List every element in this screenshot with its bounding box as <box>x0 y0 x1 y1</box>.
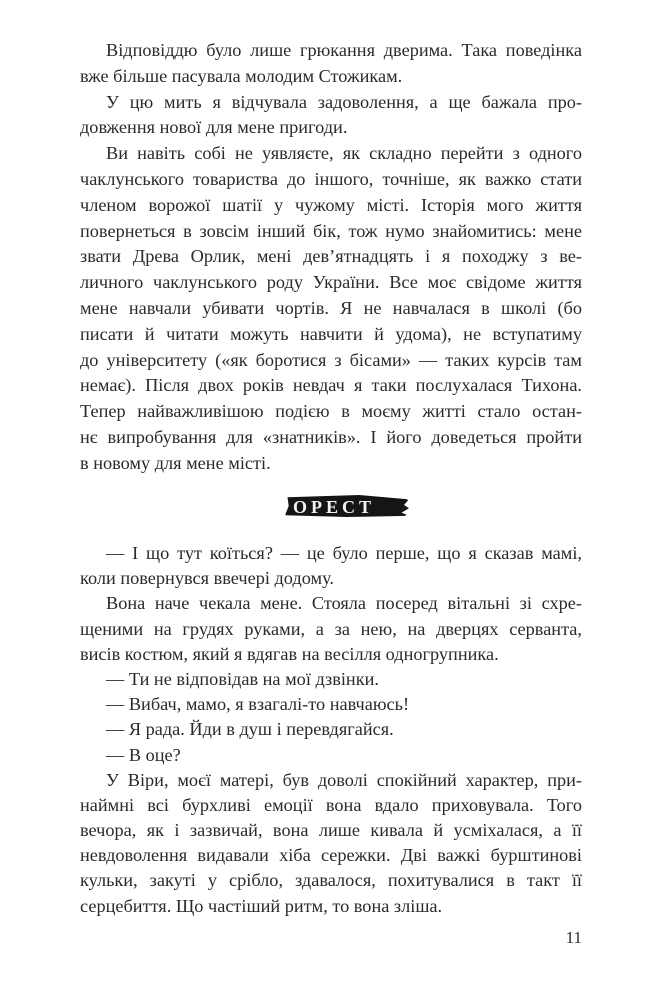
text-line: писати й читати можуть навчити й удома), не вступатиму <box>80 323 582 344</box>
text-line: членом ворожої шатії у чужому місті. Історія мого життя <box>80 194 582 215</box>
text-line: серцебиття. Що частіший ритм, то вона зліша. <box>80 895 443 916</box>
text-line: У Віри, моєї матері, був доволі спокійний характер, при- <box>106 769 582 790</box>
chapter-heading-title: ОРЕСТ <box>293 497 376 517</box>
text-line: — В оце? <box>106 744 181 765</box>
text-line: повернеться в зовсім інший бік, тож нумо знайомитись: мене <box>80 220 582 241</box>
text-line: У цю мить я відчувала задоволення, а ще бажала про- <box>106 91 582 112</box>
text-line: — Вибач, мамо, я взагалі-то навчаюсь! <box>106 694 410 715</box>
text-line: щеними на грудях руками, а за нею, на дверцях серванта, <box>80 618 582 639</box>
text-line: довження нової для мене пригоди. <box>80 117 348 138</box>
text-section-orest <box>80 541 582 919</box>
text-line: немає). Після двох років невдач я таки послухалася Тихона. <box>80 375 582 396</box>
text-line: невдоволення видавали хіба сережки. Дві важкі бурштинові <box>80 845 582 866</box>
text-line: Відповіддю було лише грюкання дверима. Така поведінка <box>106 40 582 60</box>
text-line: — Ти не відповідав на мої дзвінки. <box>106 668 379 689</box>
text-line: Тепер найважливішою подією в моєму житті стало остан- <box>80 401 582 422</box>
page-number: 11 <box>565 928 582 947</box>
text-line: коли повернувся ввечері додому. <box>80 568 334 589</box>
text-line: — І що тут коїться? — це було перше, що я сказав мамі, <box>106 543 582 563</box>
text-line: — Я рада. Йди в душ і перевдягайся. <box>106 719 394 740</box>
text-line: мене навчали убивати чортів. Я не навчалася в школі (бо <box>80 297 582 318</box>
text-line: Ви навіть собі не уявляєте, як складно перейти з одного <box>106 143 582 164</box>
text-line: Вона наче чекала мене. Стояла посеред вітальні зі схре- <box>106 593 582 614</box>
text-line: наймні всі бурхливі емоції вона вдало приховувала. Того <box>80 794 582 815</box>
text-line: вечора, як і зазвичай, вона лише кивала й усміхалася, а її <box>80 820 582 841</box>
chapter-heading <box>285 493 415 519</box>
text-line: в новому для мене місті. <box>80 452 271 473</box>
text-line: кульки, закуті у срібло, здавалося, похитувалися в такт її <box>80 870 582 891</box>
text-line: личного чаклунського роду України. Все моє свідоме життя <box>80 272 582 293</box>
text-line: звати Древа Орлик, мені дев’ятнадцять і я походжу з ве- <box>80 246 582 267</box>
text-line: вже більше пасувала молодим Стожикам. <box>80 65 403 86</box>
text-line: до університету («як боротися з бісами» — таких курсів там <box>80 349 582 370</box>
text-line: чаклунського товариства до іншого, точніше, як важко стати <box>80 168 582 189</box>
text-section-dreva <box>80 38 582 477</box>
text-line: висів костюм, який я вдягав на весілля одногрупника. <box>80 643 499 664</box>
text-line: нє випробування для «знатників». І його доведеться пройти <box>80 426 582 447</box>
